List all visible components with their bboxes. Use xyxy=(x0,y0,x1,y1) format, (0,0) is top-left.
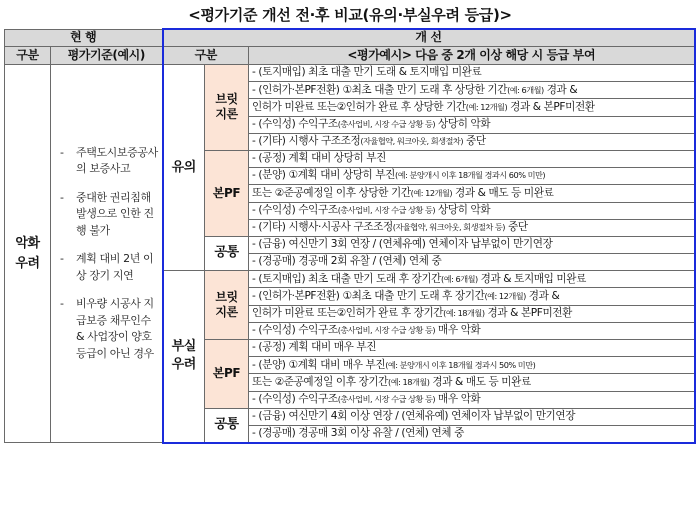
criteria-line[interactable]: - (토지매입) 최초 대출 만기 도래 & 토지매입 미완료 xyxy=(249,65,695,82)
criteria-line[interactable]: - (경공매) 경공매 3회 이상 유찰 / (연체) 연체 중 xyxy=(249,425,695,442)
criteria-example-note: (예: 6개월) xyxy=(441,273,478,284)
criteria-example-note: (예: 18개월) xyxy=(443,307,485,318)
criteria-line[interactable]: - (공정) 계획 대비 매우 부진 xyxy=(249,340,695,357)
criteria-example-note: (예: 분양개시 이후 18개월 경과시 50% 미만) xyxy=(385,359,536,370)
criteria-line[interactable]: 인허가 미완료 또는②인허가 완료 후 상당한 기간(예: 12개월) 경과 & 본PF미전환 xyxy=(249,99,695,116)
current-criteria-item: - 중대한 권리침해 발생으로 인한 진행 불가 xyxy=(54,190,159,240)
criteria-example-note: (예: 12개월) xyxy=(484,290,526,301)
subgroup-label[interactable]: 공통 xyxy=(205,236,249,270)
criteria-example-note: (예: 분양개시 이후 18개월 경과시 60% 미만) xyxy=(395,170,546,181)
subgroup-label[interactable]: 본PF xyxy=(205,340,249,409)
current-criteria-list[interactable] xyxy=(51,65,163,443)
header-improved-note[interactable]: <평가예시> 다음 중 2개 이상 해당 시 등급 부여 xyxy=(249,47,695,65)
current-criteria-item: - 비우량 시공사 지급보증 채무인수 & 사업장이 양호 등급이 아닌 경우 xyxy=(54,296,159,362)
header-current[interactable]: 현 행 xyxy=(5,29,163,47)
criteria-line[interactable]: - (인허가·본PF전환) ①최초 대출 만기 도래 후 장기간(예: 12개월) 경과 & xyxy=(249,288,695,305)
criteria-line[interactable]: 인허가 미완료 또는②인허가 완료 후 장기간(예: 18개월) 경과 & 본PF미전환 xyxy=(249,305,695,322)
current-criteria-item: - 계획 대비 2년 이상 장기 지연 xyxy=(54,251,159,284)
current-criteria-item: - 주택도시보증공사의 보증사고 xyxy=(54,145,159,178)
criteria-line[interactable]: - (기타) 시행사·시공사 구조조정(자율협약, 워크아웃, 회생절차 등) 중단 xyxy=(249,219,695,236)
criteria-line[interactable]: - (수익성) 수익구조(총사업비, 시장 수급 상황 등) 상당히 악화 xyxy=(249,116,695,133)
criteria-line[interactable]: - (경공매) 경공매 2회 유찰 / (연체) 연체 중 xyxy=(249,254,695,271)
header-category[interactable]: 구분 xyxy=(5,47,51,65)
page-title: <평가기준 개선 전·후 비교(유의·부실우려 등급)> xyxy=(188,6,512,24)
criteria-line[interactable]: - (수익성) 수익구조(총사업비, 시장 수급 상황 등) 매우 악화 xyxy=(249,391,695,408)
criteria-example-note: (예: 12개월) xyxy=(410,187,453,198)
header-improved-category[interactable]: 구분 xyxy=(163,47,249,65)
subgroup-label[interactable]: 브릿 지론 xyxy=(205,271,249,340)
criteria-line[interactable]: - (인허가·본PF전환) ①최초 대출 만기 도래 후 상당한 기간(예: 6개월) 경과 & xyxy=(249,82,695,99)
criteria-example-note: (예: 18개월) xyxy=(388,376,430,387)
criteria-line[interactable]: - (금융) 여신만기 3회 연장 / (연체유예) 연체이자 납부없이 만기연장 xyxy=(249,236,695,253)
group-label-0[interactable]: 유의 xyxy=(163,65,205,271)
criteria-example-note: (총사업비, 시장 수급 상황 등) xyxy=(337,393,436,404)
current-category[interactable]: 악화 우려 xyxy=(5,65,51,443)
header-criteria-example[interactable]: 평가기준(예시) xyxy=(51,47,163,65)
group-label-1[interactable]: 부실 우려 xyxy=(163,271,205,443)
subgroup-label[interactable]: 본PF xyxy=(205,150,249,236)
criteria-line[interactable]: - (토지매입) 최초 대출 만기 도래 후 장기간(예: 6개월) 경과 & 토지매입 미완료 xyxy=(249,271,695,288)
criteria-line[interactable]: - (분양) ①계획 대비 상당히 부진(예: 분양개시 이후 18개월 경과시 60% 미만) xyxy=(249,168,695,185)
criteria-example-note: (총사업비, 시장 수급 상황 등) xyxy=(337,118,436,129)
criteria-line[interactable]: - (기타) 시행사 구조조정(자율협약, 워크아웃, 회생절차) 중단 xyxy=(249,133,695,150)
criteria-line[interactable]: - (수익성) 수익구조(총사업비, 시장 수급 상황 등) 매우 악화 xyxy=(249,322,695,339)
criteria-line[interactable]: 또는 ②준공예정일 이후 장기간(예: 18개월) 경과 & 매도 등 미완료 xyxy=(249,374,695,391)
criteria-line[interactable]: - (공정) 계획 대비 상당히 부진 xyxy=(249,150,695,167)
criteria-example-note: (예: 12개월) xyxy=(465,101,508,112)
criteria-example-note: (총사업비, 시장 수급 상황 등) xyxy=(337,204,436,215)
criteria-line[interactable]: - (금융) 여신만기 4회 이상 연장 / (연체유예) 연체이자 납부없이 만기연장 xyxy=(249,408,695,425)
criteria-example-note: (자율협약, 워크아웃, 회생절차 등) xyxy=(392,222,506,232)
comparison-table xyxy=(4,28,696,444)
subgroup-label[interactable]: 브릿 지론 xyxy=(205,65,249,151)
criteria-line[interactable]: - (수익성) 수익구조(총사업비, 시장 수급 상황 등) 상당히 악화 xyxy=(249,202,695,219)
criteria-example-note: (총사업비, 시장 수급 상황 등) xyxy=(337,325,436,336)
header-improved[interactable]: 개 선 xyxy=(163,29,695,47)
subgroup-label[interactable]: 공통 xyxy=(205,408,249,442)
criteria-line[interactable]: 또는 ②준공예정일 이후 상당한 기간(예: 12개월) 경과 & 매도 등 미완료 xyxy=(249,185,695,202)
criteria-example-note: (자율협약, 워크아웃, 회생절차) xyxy=(360,136,464,147)
criteria-example-note: (예: 6개월) xyxy=(507,84,544,95)
criteria-line[interactable]: - (분양) ①계획 대비 매우 부진(예: 분양개시 이후 18개월 경과시 50% 미만) xyxy=(249,357,695,374)
